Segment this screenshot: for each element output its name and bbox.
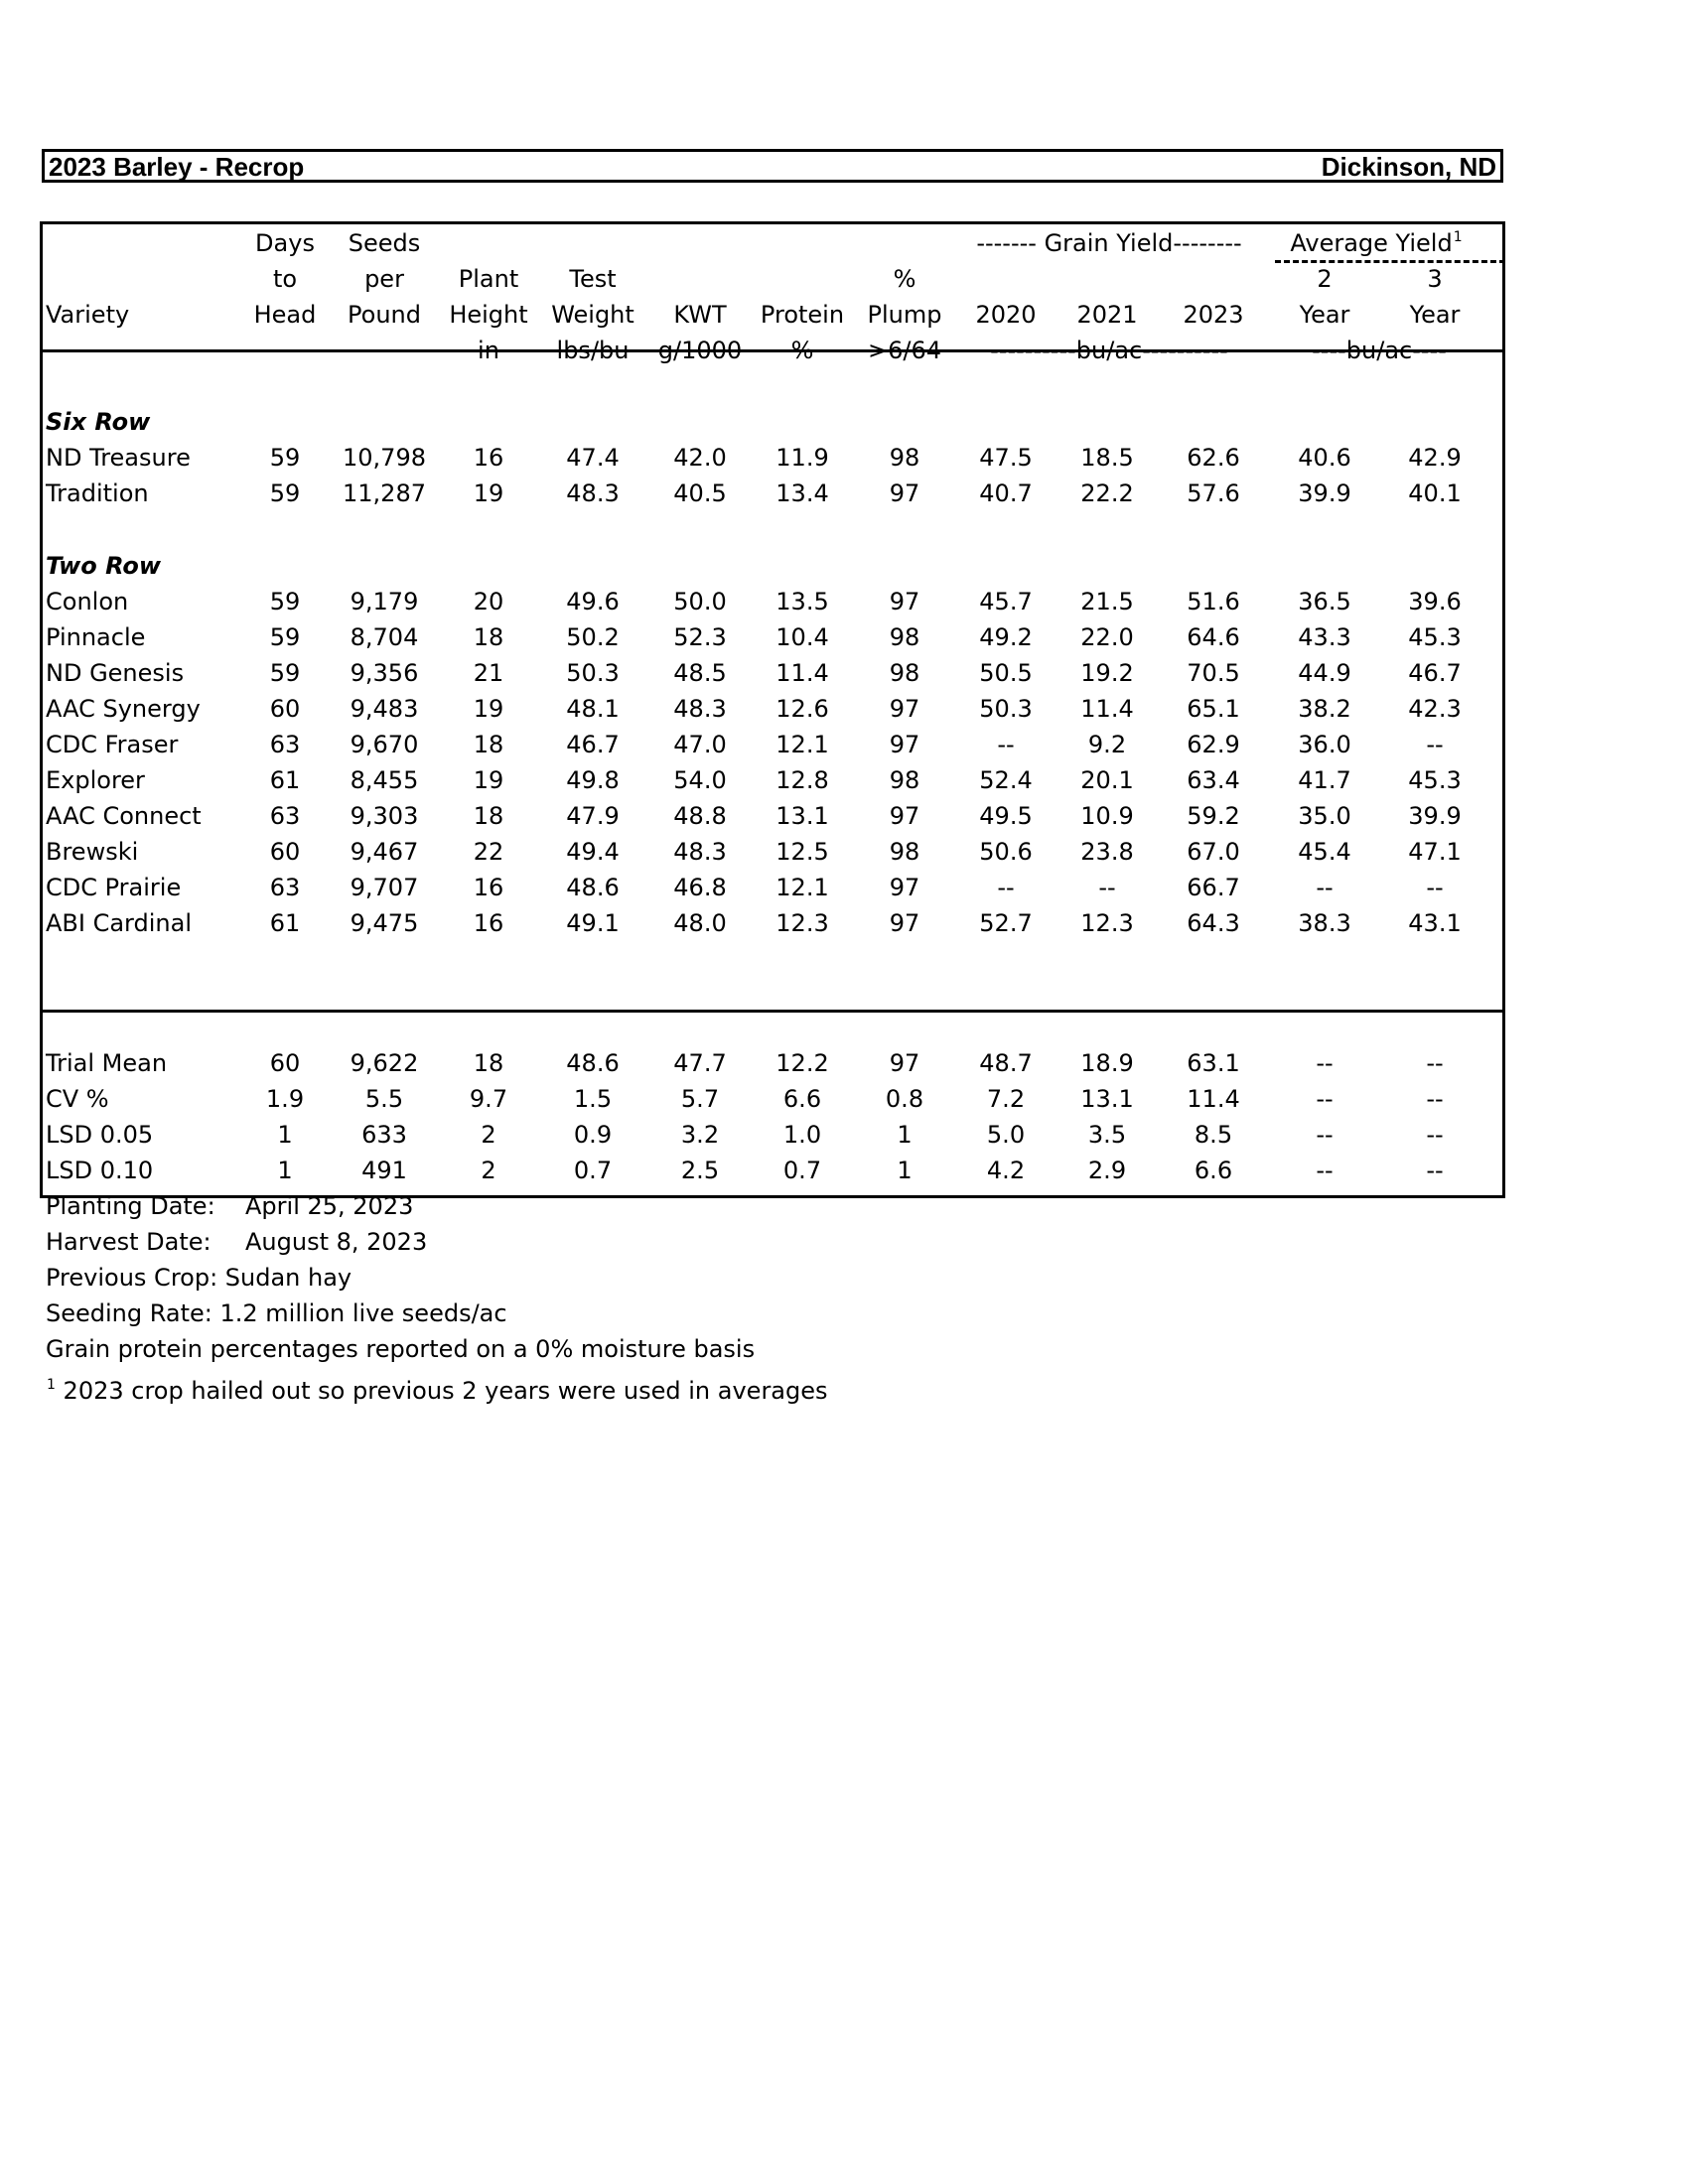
stat-cell: -- xyxy=(1316,1121,1334,1149)
table-cell: 97 xyxy=(889,874,920,901)
table-cell: -- xyxy=(1098,874,1116,901)
variety-name: AAC Synergy xyxy=(46,695,201,723)
section-heading: Six Row xyxy=(46,408,151,436)
table-cell: 21 xyxy=(473,659,504,687)
stat-cell: 5.7 xyxy=(680,1085,720,1113)
table-cell: 70.5 xyxy=(1187,659,1240,687)
header-cell: Weight xyxy=(551,301,634,329)
section-heading: Two Row xyxy=(46,552,162,580)
table-cell: 19.2 xyxy=(1080,659,1134,687)
report-location: Dickinson, ND xyxy=(1321,152,1496,182)
stat-cell: -- xyxy=(1426,1085,1444,1113)
table-cell: 9,475 xyxy=(350,909,419,937)
table-cell: 51.6 xyxy=(1187,588,1240,615)
table-cell: 12.6 xyxy=(775,695,829,723)
table-cell: 12.8 xyxy=(775,766,829,794)
stat-cell: -- xyxy=(1426,1157,1444,1184)
table-cell: 63 xyxy=(269,802,301,830)
table-cell: 49.8 xyxy=(566,766,620,794)
table-cell: 12.1 xyxy=(775,874,829,901)
table-cell: 42.0 xyxy=(673,444,727,472)
table-cell: 9,303 xyxy=(350,802,419,830)
stat-cell: 2.9 xyxy=(1087,1157,1127,1184)
header-cell: 2020 xyxy=(975,301,1037,329)
units-cell: in xyxy=(478,337,499,364)
header-cell: Plump xyxy=(867,301,942,329)
table-cell: 35.0 xyxy=(1298,802,1351,830)
stat-label: LSD 0.10 xyxy=(46,1157,154,1184)
stat-cell: 6.6 xyxy=(782,1085,822,1113)
table-cell: -- xyxy=(1426,731,1444,758)
stat-cell: 12.2 xyxy=(775,1049,829,1077)
table-cell: 47.5 xyxy=(979,444,1033,472)
header-cell: Head xyxy=(253,301,317,329)
stat-cell: 7.2 xyxy=(986,1085,1026,1113)
avg-yield-group-header xyxy=(1290,228,1462,262)
stat-cell: 6.6 xyxy=(1194,1157,1233,1184)
table-cell: 42.3 xyxy=(1408,695,1462,723)
table-cell: 48.3 xyxy=(673,695,727,723)
units-cell: >6/64 xyxy=(867,337,942,364)
table-cell: 98 xyxy=(889,838,920,866)
table-cell: 50.2 xyxy=(566,623,620,651)
table-cell: 59 xyxy=(269,479,301,507)
stat-cell: 2 xyxy=(481,1157,496,1184)
table-cell: 38.2 xyxy=(1298,695,1351,723)
table-cell: 97 xyxy=(889,802,920,830)
variety-name: Brewski xyxy=(46,838,139,866)
table-cell: 10,798 xyxy=(343,444,426,472)
variety-name: CDC Fraser xyxy=(46,731,179,758)
table-cell: 9,670 xyxy=(350,731,419,758)
header-cell: Height xyxy=(449,301,528,329)
table-cell: 48.3 xyxy=(673,838,727,866)
table-cell: 11.4 xyxy=(1080,695,1134,723)
stat-cell: -- xyxy=(1316,1049,1334,1077)
header-cell: KWT xyxy=(673,301,727,329)
stat-cell: 1 xyxy=(277,1121,293,1149)
header-cell: 2023 xyxy=(1183,301,1244,329)
table-cell: 98 xyxy=(889,623,920,651)
table-cell: 19 xyxy=(473,695,504,723)
table-cell: 11.9 xyxy=(775,444,829,472)
table-cell: 49.1 xyxy=(566,909,620,937)
table-cell: 59.2 xyxy=(1187,802,1240,830)
table-cell: 11.4 xyxy=(775,659,829,687)
header-cell: Pound xyxy=(348,301,421,329)
table-cell: 49.2 xyxy=(979,623,1033,651)
footnote-mark: 1 xyxy=(47,1377,56,1393)
footnote-text: 2023 crop hailed out so previous 2 years were used in averages xyxy=(55,1377,828,1405)
stat-cell: 11.4 xyxy=(1187,1085,1240,1113)
table-cell: 98 xyxy=(889,444,920,472)
table-cell: 36.0 xyxy=(1298,731,1351,758)
table-cell: 36.5 xyxy=(1298,588,1351,615)
planting-date-value: April 25, 2023 xyxy=(245,1192,414,1220)
stat-cell: 60 xyxy=(269,1049,301,1077)
results-table xyxy=(40,221,1505,1198)
table-cell: 9.2 xyxy=(1087,731,1127,758)
header-cell: Plant xyxy=(458,265,519,293)
previous-crop-note: Previous Crop: Sudan hay xyxy=(46,1264,352,1292)
header-cell: 2021 xyxy=(1076,301,1138,329)
stat-cell: 47.7 xyxy=(673,1049,727,1077)
stat-cell: 63.1 xyxy=(1187,1049,1240,1077)
header-cell: Seeds xyxy=(348,229,421,257)
stat-cell: 0.7 xyxy=(782,1157,822,1184)
report-title: 2023 Barley - Recrop xyxy=(49,152,305,182)
table-cell: 52.3 xyxy=(673,623,727,651)
stat-cell: 4.2 xyxy=(986,1157,1026,1184)
header-cell: to xyxy=(272,265,298,293)
variety-name: ND Treasure xyxy=(46,444,191,472)
table-cell: 62.6 xyxy=(1187,444,1240,472)
table-cell: 10.9 xyxy=(1080,802,1134,830)
table-cell: 48.3 xyxy=(566,479,620,507)
table-cell: 16 xyxy=(473,874,504,901)
table-cell: 9,483 xyxy=(350,695,419,723)
table-cell: 22.0 xyxy=(1080,623,1134,651)
stat-cell: -- xyxy=(1426,1049,1444,1077)
table-cell: 18.5 xyxy=(1080,444,1134,472)
table-cell: 45.7 xyxy=(979,588,1033,615)
header-cell: 3 xyxy=(1427,265,1443,293)
table-cell: 47.1 xyxy=(1408,838,1462,866)
stat-cell: 1 xyxy=(277,1157,293,1184)
table-cell: -- xyxy=(997,731,1015,758)
units-avg: ----bu/ac---- xyxy=(1312,337,1447,364)
table-cell: 67.0 xyxy=(1187,838,1240,866)
table-cell: 98 xyxy=(889,766,920,794)
table-cell: 64.6 xyxy=(1187,623,1240,651)
table-cell: 43.1 xyxy=(1408,909,1462,937)
table-cell: 48.0 xyxy=(673,909,727,937)
table-cell: 45.3 xyxy=(1408,623,1462,651)
stat-cell: 13.1 xyxy=(1080,1085,1134,1113)
table-cell: 16 xyxy=(473,444,504,472)
stat-cell: 633 xyxy=(361,1121,407,1149)
stat-cell: 1.9 xyxy=(265,1085,305,1113)
table-cell: 41.7 xyxy=(1298,766,1351,794)
table-cell: 52.4 xyxy=(979,766,1033,794)
table-cell: 47.4 xyxy=(566,444,620,472)
harvest-date-value: August 8, 2023 xyxy=(245,1228,428,1256)
table-cell: 52.7 xyxy=(979,909,1033,937)
variety-name: AAC Connect xyxy=(46,802,202,830)
table-cell: 61 xyxy=(269,909,301,937)
table-cell: 43.3 xyxy=(1298,623,1351,651)
stat-cell: 0.8 xyxy=(885,1085,924,1113)
table-cell: 65.1 xyxy=(1187,695,1240,723)
table-cell: 47.0 xyxy=(673,731,727,758)
stat-label: Trial Mean xyxy=(46,1049,168,1077)
variety-name: Tradition xyxy=(46,479,149,507)
table-cell: 40.6 xyxy=(1298,444,1351,472)
table-cell: 12.3 xyxy=(1080,909,1134,937)
units-cell: g/1000 xyxy=(657,337,743,364)
table-cell: 12.5 xyxy=(775,838,829,866)
table-cell: 60 xyxy=(269,838,301,866)
stat-cell: -- xyxy=(1316,1085,1334,1113)
table-cell: 11,287 xyxy=(343,479,426,507)
table-cell: 97 xyxy=(889,479,920,507)
table-cell: 18 xyxy=(473,802,504,830)
table-cell: 59 xyxy=(269,659,301,687)
table-cell: -- xyxy=(1316,874,1334,901)
table-cell: 66.7 xyxy=(1187,874,1240,901)
table-cell: 61 xyxy=(269,766,301,794)
table-cell: 97 xyxy=(889,731,920,758)
table-cell: 64.3 xyxy=(1187,909,1240,937)
avg-yield-footnote-mark: 1 xyxy=(1453,229,1463,245)
table-cell: 50.3 xyxy=(979,695,1033,723)
table-cell: 39.9 xyxy=(1408,802,1462,830)
table-cell: 39.6 xyxy=(1408,588,1462,615)
table-cell: 98 xyxy=(889,659,920,687)
table-cell: 57.6 xyxy=(1187,479,1240,507)
table-cell: 59 xyxy=(269,588,301,615)
table-cell: 49.4 xyxy=(566,838,620,866)
title-bar xyxy=(42,149,1503,183)
table-cell: -- xyxy=(1426,874,1444,901)
table-cell: 46.7 xyxy=(1408,659,1462,687)
header-cell: Variety xyxy=(46,301,130,329)
table-cell: 50.0 xyxy=(673,588,727,615)
table-cell: 45.4 xyxy=(1298,838,1351,866)
header-cell: per xyxy=(364,265,404,293)
table-cell: 9,467 xyxy=(350,838,419,866)
stat-cell: 0.9 xyxy=(573,1121,613,1149)
stat-label: CV % xyxy=(46,1085,109,1113)
table-cell: 22.2 xyxy=(1080,479,1134,507)
table-cell: 49.5 xyxy=(979,802,1033,830)
stat-cell: 18 xyxy=(473,1049,504,1077)
table-cell: 40.5 xyxy=(673,479,727,507)
variety-name: ND Genesis xyxy=(46,659,185,687)
units-yield: ----------bu/ac---------- xyxy=(990,337,1228,364)
table-cell: 39.9 xyxy=(1298,479,1351,507)
stat-cell: 5.5 xyxy=(364,1085,404,1113)
footnote xyxy=(46,1376,828,1410)
header-cell: Test xyxy=(569,265,617,293)
table-cell: 50.3 xyxy=(566,659,620,687)
units-cell: lbs/bu xyxy=(556,337,630,364)
stat-cell: 1.5 xyxy=(573,1085,613,1113)
stat-cell: 1.0 xyxy=(782,1121,822,1149)
table-cell: 63 xyxy=(269,874,301,901)
stat-cell: 9,622 xyxy=(350,1049,419,1077)
table-cell: 23.8 xyxy=(1080,838,1134,866)
variety-name: Explorer xyxy=(46,766,145,794)
stat-cell: 8.5 xyxy=(1194,1121,1233,1149)
table-cell: 12.3 xyxy=(775,909,829,937)
table-cell: 48.5 xyxy=(673,659,727,687)
table-cell: 59 xyxy=(269,444,301,472)
table-cell: 48.1 xyxy=(566,695,620,723)
stat-cell: 48.6 xyxy=(566,1049,620,1077)
table-cell: 13.4 xyxy=(775,479,829,507)
avg-yield-label: Average Yield xyxy=(1290,229,1453,257)
header-cell: Year xyxy=(1299,301,1350,329)
stat-cell: 97 xyxy=(889,1049,920,1077)
stat-cell: 3.5 xyxy=(1087,1121,1127,1149)
table-cell: 40.1 xyxy=(1408,479,1462,507)
table-cell: 97 xyxy=(889,588,920,615)
variety-name: Conlon xyxy=(46,588,129,615)
table-cell: 12.1 xyxy=(775,731,829,758)
table-cell: 19 xyxy=(473,479,504,507)
table-cell: 46.8 xyxy=(673,874,727,901)
stat-cell: 48.7 xyxy=(979,1049,1033,1077)
table-cell: 19 xyxy=(473,766,504,794)
table-cell: 49.6 xyxy=(566,588,620,615)
table-cell: 48.6 xyxy=(566,874,620,901)
table-cell: 10.4 xyxy=(775,623,829,651)
table-cell: 44.9 xyxy=(1298,659,1351,687)
table-cell: 22 xyxy=(473,838,504,866)
table-cell: 18 xyxy=(473,623,504,651)
table-cell: 50.6 xyxy=(979,838,1033,866)
table-cell: 13.1 xyxy=(775,802,829,830)
table-cell: 42.9 xyxy=(1408,444,1462,472)
table-cell: 97 xyxy=(889,695,920,723)
table-cell: 47.9 xyxy=(566,802,620,830)
header-cell: Year xyxy=(1409,301,1461,329)
stat-cell: 3.2 xyxy=(680,1121,720,1149)
stat-cell: 491 xyxy=(361,1157,407,1184)
units-cell: % xyxy=(790,337,814,364)
table-cell: 59 xyxy=(269,623,301,651)
table-cell: -- xyxy=(997,874,1015,901)
table-cell: 9,356 xyxy=(350,659,419,687)
table-cell: 48.8 xyxy=(673,802,727,830)
stat-cell: 2.5 xyxy=(680,1157,720,1184)
protein-basis-note: Grain protein percentages reported on a 0% moisture basis xyxy=(46,1335,756,1363)
table-cell: 63 xyxy=(269,731,301,758)
table-cell: 9,707 xyxy=(350,874,419,901)
stat-cell: 2 xyxy=(481,1121,496,1149)
header-cell: % xyxy=(893,265,916,293)
header-cell: 2 xyxy=(1317,265,1333,293)
table-cell: 46.7 xyxy=(566,731,620,758)
header-divider xyxy=(40,349,1505,352)
stat-cell: 5.0 xyxy=(986,1121,1026,1149)
table-cell: 63.4 xyxy=(1187,766,1240,794)
harvest-date-label: Harvest Date: xyxy=(46,1228,211,1256)
table-cell: 21.5 xyxy=(1080,588,1134,615)
stat-cell: 1 xyxy=(897,1121,913,1149)
table-cell: 9,179 xyxy=(350,588,419,615)
stat-cell: 18.9 xyxy=(1080,1049,1134,1077)
header-cell: Days xyxy=(255,229,315,257)
header-cell: Protein xyxy=(760,301,845,329)
table-cell: 16 xyxy=(473,909,504,937)
table-cell: 45.3 xyxy=(1408,766,1462,794)
stat-cell: -- xyxy=(1426,1121,1444,1149)
table-cell: 20.1 xyxy=(1080,766,1134,794)
table-cell: 60 xyxy=(269,695,301,723)
seeding-rate-note: Seeding Rate: 1.2 million live seeds/ac xyxy=(46,1299,507,1327)
table-cell: 50.5 xyxy=(979,659,1033,687)
table-cell: 20 xyxy=(473,588,504,615)
stat-cell: 9.7 xyxy=(469,1085,508,1113)
planting-date-label: Planting Date: xyxy=(46,1192,215,1220)
grain-yield-group-header: ------- Grain Yield-------- xyxy=(976,229,1242,257)
table-cell: 54.0 xyxy=(673,766,727,794)
stat-cell: 1 xyxy=(897,1157,913,1184)
stat-cell: 0.7 xyxy=(573,1157,613,1184)
variety-name: ABI Cardinal xyxy=(46,909,192,937)
stat-label: LSD 0.05 xyxy=(46,1121,154,1149)
stat-cell: -- xyxy=(1316,1157,1334,1184)
table-cell: 38.3 xyxy=(1298,909,1351,937)
table-cell: 8,704 xyxy=(350,623,419,651)
table-cell: 13.5 xyxy=(775,588,829,615)
variety-name: CDC Prairie xyxy=(46,874,182,901)
variety-name: Pinnacle xyxy=(46,623,146,651)
table-cell: 40.7 xyxy=(979,479,1033,507)
stats-divider xyxy=(40,1010,1505,1013)
table-cell: 97 xyxy=(889,909,920,937)
table-cell: 18 xyxy=(473,731,504,758)
table-cell: 8,455 xyxy=(350,766,419,794)
table-cell: 62.9 xyxy=(1187,731,1240,758)
